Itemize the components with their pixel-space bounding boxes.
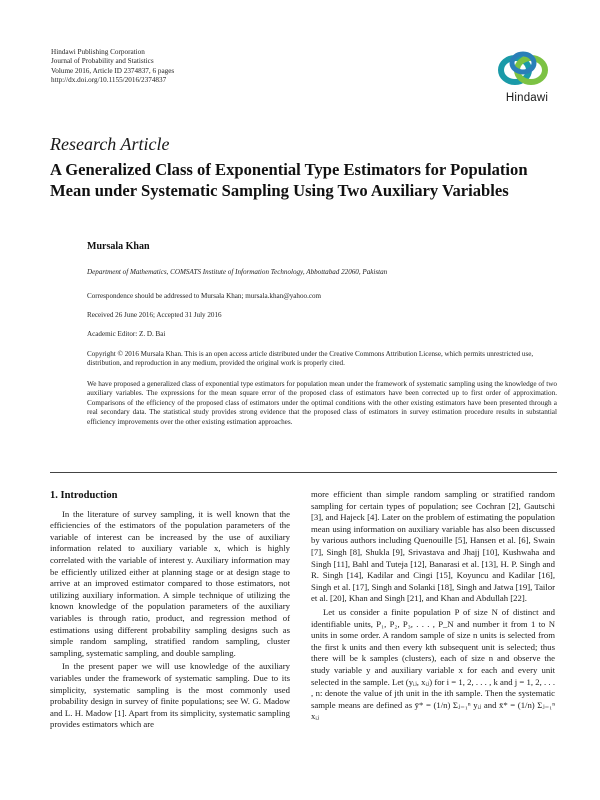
hindawi-logo-text: Hindawi: [505, 92, 549, 104]
section-divider: [50, 472, 557, 473]
intro-paragraph-3: more efficient than simple random sampling or stratified random sampling for certain types of population; see Cochran [2], Gautschi [3], and Hajeck [4]. Later on the problem of estimating the population mean using information on auxiliary variable has also been discussed by various authors including Quenouille [5], Hansen et al. [6], Swain [7], Singh [8], Shukla [9], Srivastava and Jhajj [10], Kushwaha and Singh [11], Bahl and Tuteja [12], Banarasi et al. [13], H. P. Singh and R. Singh [14], Kadilar and Cingi [15], Koyuncu and Kadilar [16], Singh et al. [17], Singh and Solanki [18], Singh and Jatwa [19], Tailor et al. [20], Khan and Singh [21], and Khan and Abdullah [22].: [311, 489, 555, 604]
article-title: A Generalized Class of Exponential Type Estimators for Population Mean under Systematic Sampling Using Two Auxiliary Variables: [50, 160, 528, 200]
received-dates: Received 26 June 2016; Accepted 31 July 2016: [87, 311, 222, 319]
correspondence: Correspondence should be addressed to Mursala Khan; mursala.khan@yahoo.com: [87, 292, 322, 300]
intro-paragraph-4: Let us consider a finite population P of size N of distinct and identifiable units, P₁, P₂, P₃, . . . , P_N and number it from 1 to N units in some order. A random sample of size n units is selected from the first k units and then every kth subsequent unit is selected; thus there will be k samples (clusters), each of size n and observe the study variable y and auxiliary variable x for each and every unit selected in the sample. Let (yᵢⱼ, xᵢⱼ) for i = 1, 2, . . . , k and j = 1, 2, . . . , n: denote the value of jth unit in the ith sample. Then the systematic sample means are defined as ȳ* = (1/n) Σⱼ₌₁ⁿ yᵢⱼ and x̄* = (1/n) Σⱼ₌₁ⁿ xᵢⱼ: [311, 606, 555, 722]
right-column: [311, 489, 555, 723]
abstract: We have proposed a generalized class of exponential type estimators for population mean under the framework of systematic sampling using the knowledge of two auxiliary variables. The expressions for the mean square error of the proposed class of estimators have been corrected up to first order of approximation. Comparisons of the efficiency of the proposed class of estimators under the optimal conditions with the other existing estimators have been presented through a real secondary data. The statistical study provides strong evidence that the proposed class of estimators in survey estimation procedure results in substantial efficiency improvements over the other existing estimation approaches.: [87, 380, 557, 426]
journal-name: Journal of Probability and Statistics: [51, 57, 154, 66]
journal-header: [51, 48, 174, 86]
academic-editor: Academic Editor: Z. D. Bai: [87, 330, 166, 338]
section-heading-introduction: 1. Introduction: [50, 490, 118, 501]
copyright-notice: Copyright © 2016 Mursala Khan. This is an open access article distributed under the Creative Commons Attribution License, which permits unrestricted use, distribution, and reproduction in any medium, provided the original work is properly cited.: [87, 350, 534, 368]
intro-paragraph-1: In the literature of survey sampling, it is well known that the efficiencies of the estimators of the population parameters of the variable of interest can be increased by the use of auxiliary information related to auxiliary variable x, which is highly correlated with the variable of interest y. Auxiliary information may be efficiently utilized either at planning stage or at design stage to arrive at an improved estimator compared to those estimators, not utilizing auxiliary information. A simple technique of utilizing the known knowledge of the population parameters of the auxiliary variables is through ratio, product, and regression method of estimations using different probability sampling designs such as simple random sampling, stratified random sampling, cluster sampling, systematic sampling, and double sampling.: [50, 508, 290, 658]
affiliation: Department of Mathematics, COMSATS Institute of Information Technology, Abbottabad 22060, Pakistan: [87, 268, 388, 276]
author-name: Mursala Khan: [87, 241, 150, 252]
article-type: Research Article: [50, 134, 170, 154]
doi-link[interactable]: http://dx.doi.org/10.1155/2016/2374837: [51, 76, 167, 85]
publisher-name: Hindawi Publishing Corporation: [51, 48, 145, 56]
volume-line: Volume 2016, Article ID 2374837, 6 pages: [51, 66, 175, 75]
left-column: [50, 490, 290, 731]
intro-paragraph-2: In the present paper we will use knowledge of the auxiliary variables under the framework of systematic sampling. Due to its simplicity, systematic sampling is the most commonly used probability design in survey of finite populations; see W. G. Madow and L. H. Madow [1]. Apart from its simplicity, systematic sampling provides estimators which are: [50, 661, 290, 730]
